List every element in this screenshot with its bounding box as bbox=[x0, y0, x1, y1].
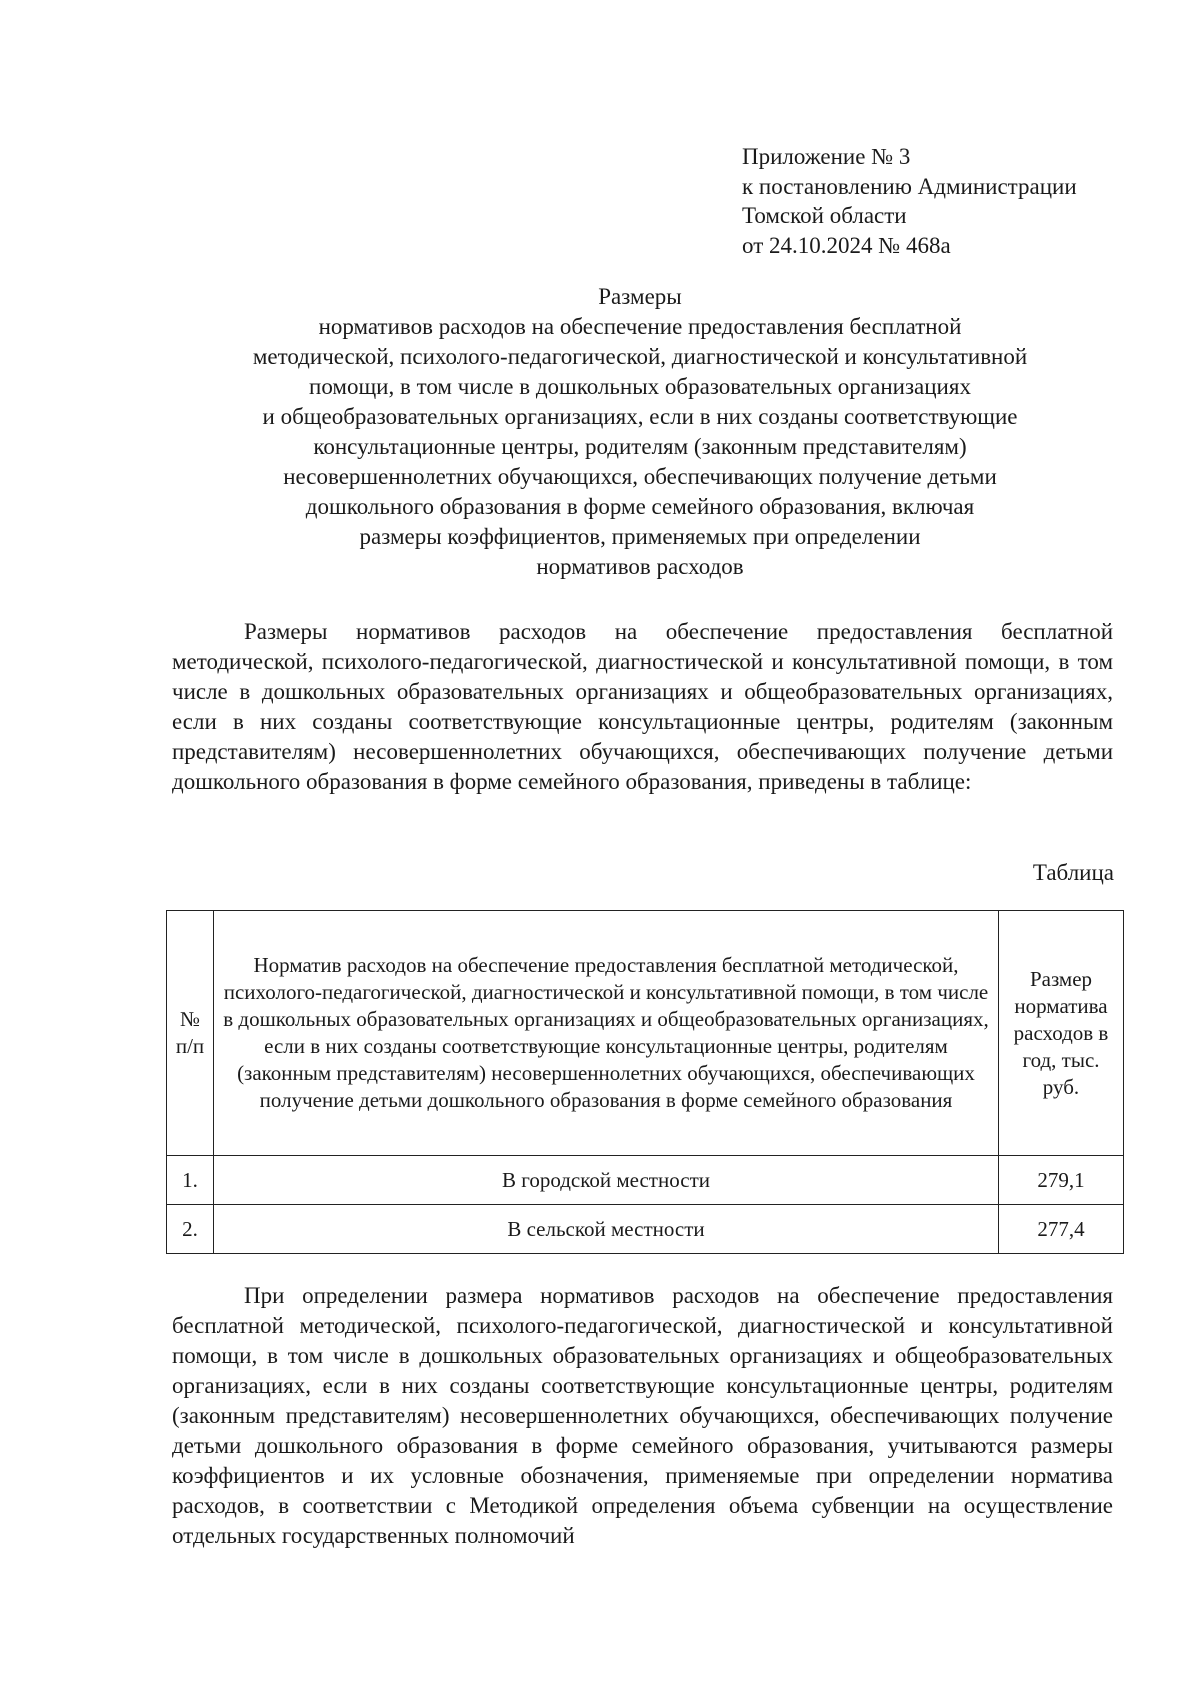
appendix-resolution: к постановлению Администрации bbox=[742, 173, 1077, 199]
title-line: размеры коэффициентов, применяемых при определении bbox=[359, 524, 921, 549]
table-row bbox=[167, 1205, 1124, 1254]
title-line: Размеры bbox=[598, 284, 682, 309]
table-caption: Таблица bbox=[1032, 860, 1114, 885]
table-header-row bbox=[167, 911, 1124, 1156]
document-title bbox=[160, 282, 1120, 582]
appendix-date: от 24.10.2024 № 468а bbox=[742, 232, 951, 258]
title-line: нормативов расходов на обеспечение предоставления бесплатной bbox=[318, 314, 962, 339]
row-area: В сельской местности bbox=[214, 1205, 999, 1254]
row-area: В городской местности bbox=[214, 1156, 999, 1205]
header-description: Норматив расходов на обеспечение предоставления бесплатной методической, психолого-педагогической, диагностической и консультативной помощи, в том числе в дошкольных образовательных организациях и общеобразовательных организациях, если в них созданы соответствующие консультационные центры, родителям (законным представителям) несовершеннолетних обучающихся, обеспечивающих получение детьми дошкольного образования в форме семейного образования bbox=[214, 911, 999, 1156]
header-number: № п/п bbox=[167, 911, 214, 1156]
appendix-region: Томской области bbox=[742, 203, 907, 228]
row-number: 1. bbox=[167, 1156, 214, 1205]
table-row bbox=[167, 1156, 1124, 1205]
intro-paragraph: Размеры нормативов расходов на обеспечение предоставления бесплатной методической, психолого-педагогической, диагностической и консультативной помощи, в том числе в дошкольных образовательных организациях и общеобразовательных организациях, если в них созданы соответствующие консультационные центры, родителям (законным представителям) несовершеннолетних обучающихся, обеспечивающих получение детьми дошкольного образования в форме семейного образования, приведены в таблице: bbox=[172, 619, 1113, 794]
title-line: консультационные центры, родителям (законным представителям) bbox=[313, 434, 967, 459]
title-line: несовершеннолетних обучающихся, обеспечивающих получение детьми bbox=[283, 464, 997, 489]
coefficients-paragraph: При определении размера нормативов расходов на обеспечение предоставления бесплатной методической, психолого-педагогической, диагностической и консультативной помощи, в том числе в дошкольных образовательных организациях и общеобразовательных организациях, если в них созданы соответствующие консультационные центры, родителям (законным представителям) несовершеннолетних обучающихся, обеспечивающих получение детьми дошкольного образования в форме семейного образования, учитываются размеры коэффициентов и их условные обозначения, применяемые при определении норматива расходов, в соответствии с Методикой определения объема субвенции на осуществление отдельных государственных полномочий bbox=[172, 1283, 1113, 1548]
title-line: нормативов расходов bbox=[536, 554, 744, 579]
row-value: 279,1 bbox=[999, 1156, 1124, 1205]
title-line: методической, психолого-педагогической, диагностической и консультативной bbox=[252, 344, 1028, 369]
title-line: дошкольного образования в форме семейного образования, включая bbox=[305, 494, 975, 519]
header-rate: Размер норматива расходов в год, тыс. руб. bbox=[999, 911, 1124, 1156]
row-number: 2. bbox=[167, 1205, 214, 1254]
title-line: и общеобразовательных организациях, если в них созданы соответствующие bbox=[262, 404, 1018, 429]
row-value: 277,4 bbox=[999, 1205, 1124, 1254]
appendix-reference bbox=[742, 142, 1077, 260]
title-line: помощи, в том числе в дошкольных образовательных организациях bbox=[309, 374, 971, 399]
norms-table bbox=[166, 910, 1124, 1254]
appendix-number: Приложение № 3 bbox=[742, 144, 911, 169]
